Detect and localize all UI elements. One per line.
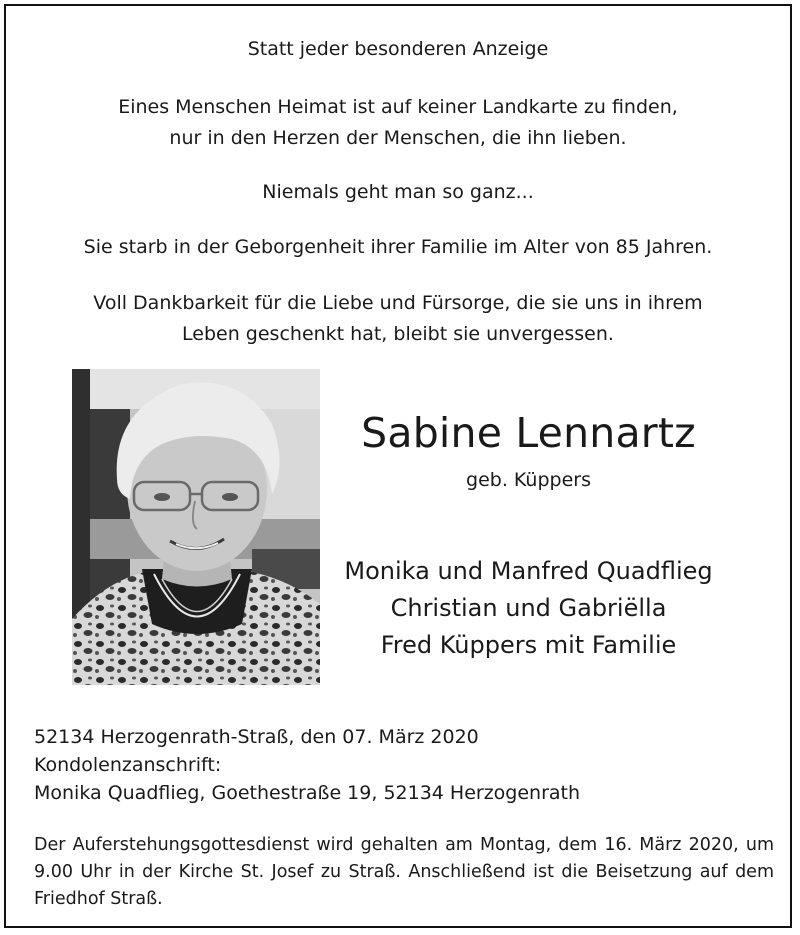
mourner-3: Fred Küppers mit Familie	[380, 631, 677, 659]
niemals-line: Niemals geht man so ganz...	[262, 181, 534, 203]
header-line: Statt jeder besonderen Anzeige	[247, 38, 549, 60]
niemals-text	[6, 177, 790, 208]
service-info: Der Auferstehungsgottesdienst wird gehalten am Montag, dem 16. März 2020, um 9.00 Uhr in der Kirche St. Josef zu Straß. Anschließend ist die Beisetzung auf dem Friedhof Straß.	[34, 835, 774, 909]
gratitude-line-2: Leben geschenkt hat, bleibt sie unvergessen.	[182, 323, 614, 345]
condolence-address: Monika Quadflieg, Goethestraße 19, 52134 Herzogenrath	[34, 782, 581, 804]
address-block	[34, 723, 774, 807]
place-date: 52134 Herzogenrath-Straß, den 07. März 2020	[34, 726, 479, 748]
deceased-name: Sabine Lennartz	[361, 409, 696, 457]
obituary-card	[4, 4, 792, 928]
starb-line: Sie starb in der Geborgenheit ihrer Familie im Alter von 85 Jahren.	[83, 236, 713, 258]
mourners-list	[316, 553, 741, 664]
quote-block	[6, 92, 790, 154]
maiden-name: geb. Küppers	[466, 469, 591, 491]
portrait-photo	[72, 369, 320, 685]
mourner-2: Christian und Gabriëlla	[390, 594, 667, 622]
starb-text	[6, 232, 790, 263]
mourner-1: Monika und Manfred Quadflieg	[344, 557, 713, 585]
quote-line-1: Eines Menschen Heimat ist auf keiner Landkarte zu finden,	[118, 96, 678, 118]
header-text	[6, 34, 790, 65]
gratitude-block	[6, 288, 790, 350]
quote-line-2: nur in den Herzen der Menschen, die ihn lieben.	[169, 127, 627, 149]
condolence-label: Kondolenzanschrift:	[34, 754, 222, 776]
portrait-image	[72, 369, 320, 685]
gratitude-line-1: Voll Dankbarkeit für die Liebe und Fürsorge, die sie uns in ihrem	[93, 292, 703, 314]
